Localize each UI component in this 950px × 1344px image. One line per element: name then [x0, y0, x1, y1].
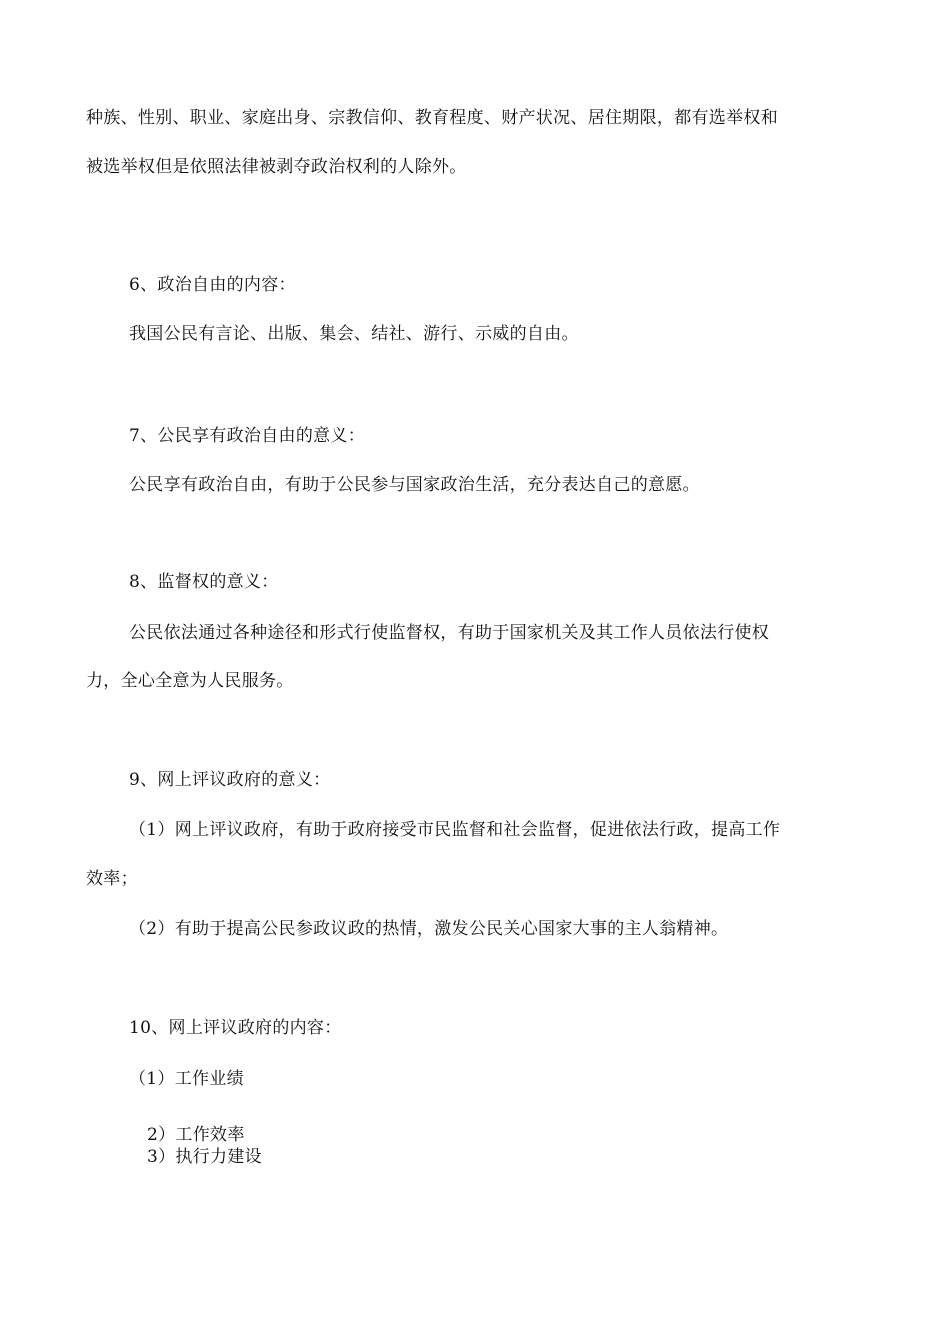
heading-supervision-significance: 8、监督权的意义：: [129, 572, 279, 592]
paragraph-line-election-rights-2: 被选举权但是依照法律被剥夺政治权利的人除外。: [86, 157, 467, 177]
heading-online-evaluation-content: 10、网上评议政府的内容：: [129, 1018, 342, 1038]
list-item-work-efficiency: 2）工作效率: [147, 1125, 245, 1145]
list-item-work-performance: （1）工作业绩: [129, 1069, 244, 1089]
paragraph-evaluation-point-2: （2）有助于提高公民参政议政的热情，激发公民关心国家大事的主人翁精神。: [129, 919, 729, 939]
paragraph-line-election-rights-1: 种族、性别、职业、家庭出身、宗教信仰、教育程度、财产状况、居住期限，都有选举权和: [86, 108, 778, 128]
heading-political-freedom-content: 6、政治自由的内容：: [129, 275, 296, 295]
paragraph-line-supervision-1: 公民依法通过各种途径和形式行使监督权，有助于国家机关及其工作人员依法行使权: [129, 623, 770, 643]
paragraph-line-supervision-2: 力，全心全意为人民服务。: [86, 671, 294, 691]
paragraph-line-evaluation-point-1a: （1）网上评议政府，有助于政府接受市民监督和社会监督，促进依法行政，提高工作: [129, 820, 781, 840]
paragraph-line-evaluation-point-1b: 效率；: [86, 869, 138, 889]
heading-online-evaluation-significance: 9、网上评议政府的意义：: [129, 770, 331, 790]
paragraph-political-freedom-content: 我国公民有言论、出版、集会、结社、游行、示威的自由。: [129, 324, 579, 344]
list-item-execution-capacity: 3）执行力建设: [147, 1147, 262, 1167]
paragraph-political-freedom-significance: 公民享有政治自由，有助于公民参与国家政治生活，充分表达自己的意愿。: [129, 475, 700, 495]
heading-political-freedom-significance: 7、公民享有政治自由的意义：: [129, 426, 366, 446]
